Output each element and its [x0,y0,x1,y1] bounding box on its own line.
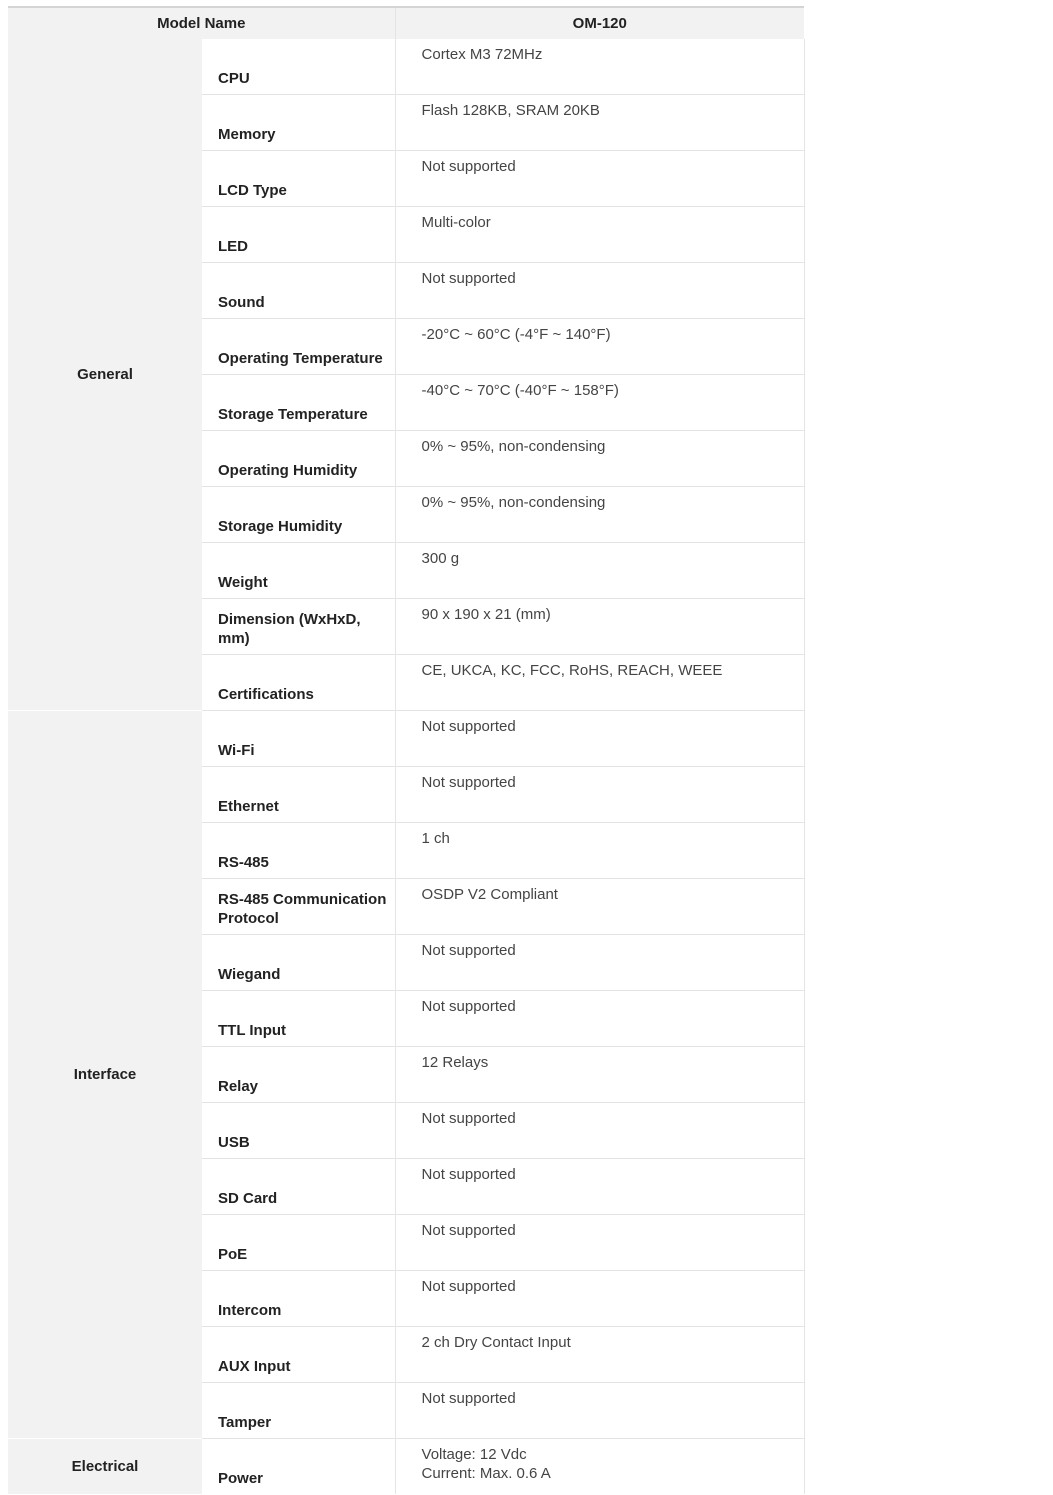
spec-label: USB [202,1103,395,1159]
spec-label: RS-485 [202,823,395,879]
spec-value-line: 0% ~ 95%, non-condensing [421,438,606,455]
spec-table [8,6,805,1495]
spec-value-line: Not supported [421,942,516,959]
spec-value-line: Not supported [421,1390,516,1407]
header-row [8,7,804,39]
spec-value-line: Not supported [421,270,516,287]
spec-value-line: Not supported [421,998,516,1015]
spec-value-line: Multi-color [421,214,491,231]
spec-value [395,823,804,879]
spec-value-line: Not supported [421,1222,516,1239]
spec-value [395,1439,804,1495]
spec-value [395,711,804,767]
spec-label: Memory [202,95,395,151]
spec-label: Storage Humidity [202,487,395,543]
spec-label: CPU [202,39,395,95]
spec-value [395,1215,804,1271]
spec-label: Operating Temperature [202,319,395,375]
spec-label: Wiegand [202,935,395,991]
spec-value [395,39,804,95]
spec-label: Relay [202,1047,395,1103]
table-row [8,39,804,95]
table-row [8,1439,804,1495]
spec-value [395,767,804,823]
spec-value [395,151,804,207]
group-label: Interface [8,711,202,1439]
spec-value [395,207,804,263]
group-label: General [8,39,202,711]
spec-value [395,319,804,375]
spec-value-line: 2 ch Dry Contact Input [421,1334,571,1351]
spec-value [395,1103,804,1159]
spec-value-line: 90 x 190 x 21 (mm) [421,606,551,623]
spec-value [395,599,804,655]
spec-label: Wi-Fi [202,711,395,767]
spec-value-line: CE, UKCA, KC, FCC, RoHS, REACH, WEEE [421,662,723,679]
model-value-header: OM-120 [395,7,804,39]
spec-value [395,487,804,543]
spec-value [395,95,804,151]
spec-label: TTL Input [202,991,395,1047]
spec-label: Weight [202,543,395,599]
table-row [8,711,804,767]
spec-label: SD Card [202,1159,395,1215]
spec-label: Dimension (WxHxD, mm) [202,599,395,655]
spec-value [395,1327,804,1383]
spec-value-line: Not supported [421,1278,516,1295]
spec-value-line: Current: Max. 0.6 A [421,1465,551,1482]
spec-label: Storage Temperature [202,375,395,431]
spec-value [395,543,804,599]
spec-value-line: 0% ~ 95%, non-condensing [421,494,606,511]
table-body [8,39,804,1494]
spec-value-line: 300 g [421,550,460,567]
spec-value-line: 1 ch [421,830,450,847]
group-label: Electrical [8,1439,202,1495]
spec-label: Intercom [202,1271,395,1327]
spec-value [395,879,804,935]
spec-value-line: Not supported [421,774,516,791]
spec-value-line: Not supported [421,158,516,175]
spec-value-line: Not supported [421,1166,516,1183]
spec-label: PoE [202,1215,395,1271]
spec-value-line: Flash 128KB, SRAM 20KB [421,102,600,119]
spec-label: Power [202,1439,395,1495]
table-header [8,7,804,39]
spec-value [395,1271,804,1327]
spec-label: Sound [202,263,395,319]
model-name-header: Model Name [8,7,395,39]
spec-label: AUX Input [202,1327,395,1383]
spec-label: Ethernet [202,767,395,823]
spec-value [395,1383,804,1439]
spec-label: Operating Humidity [202,431,395,487]
spec-value-line: -40°C ~ 70°C (-40°F ~ 158°F) [421,382,619,399]
spec-label: LCD Type [202,151,395,207]
spec-label: Certifications [202,655,395,711]
spec-value [395,431,804,487]
spec-value-line: OSDP V2 Compliant [421,886,558,903]
spec-label: Tamper [202,1383,395,1439]
spec-value-line: -20°C ~ 60°C (-4°F ~ 140°F) [421,326,611,343]
spec-value [395,263,804,319]
spec-value [395,655,804,711]
spec-label: RS-485 Communication Protocol [202,879,395,935]
spec-value [395,375,804,431]
spec-value-line: Cortex M3 72MHz [421,46,543,63]
spec-value-line: Not supported [421,1110,516,1127]
spec-value-line: Voltage: 12 Vdc [421,1446,527,1463]
spec-value [395,1159,804,1215]
spec-value-line: 12 Relays [421,1054,489,1071]
spec-value-line: Not supported [421,718,516,735]
spec-value [395,1047,804,1103]
spec-value [395,991,804,1047]
spec-value [395,935,804,991]
spec-label: LED [202,207,395,263]
